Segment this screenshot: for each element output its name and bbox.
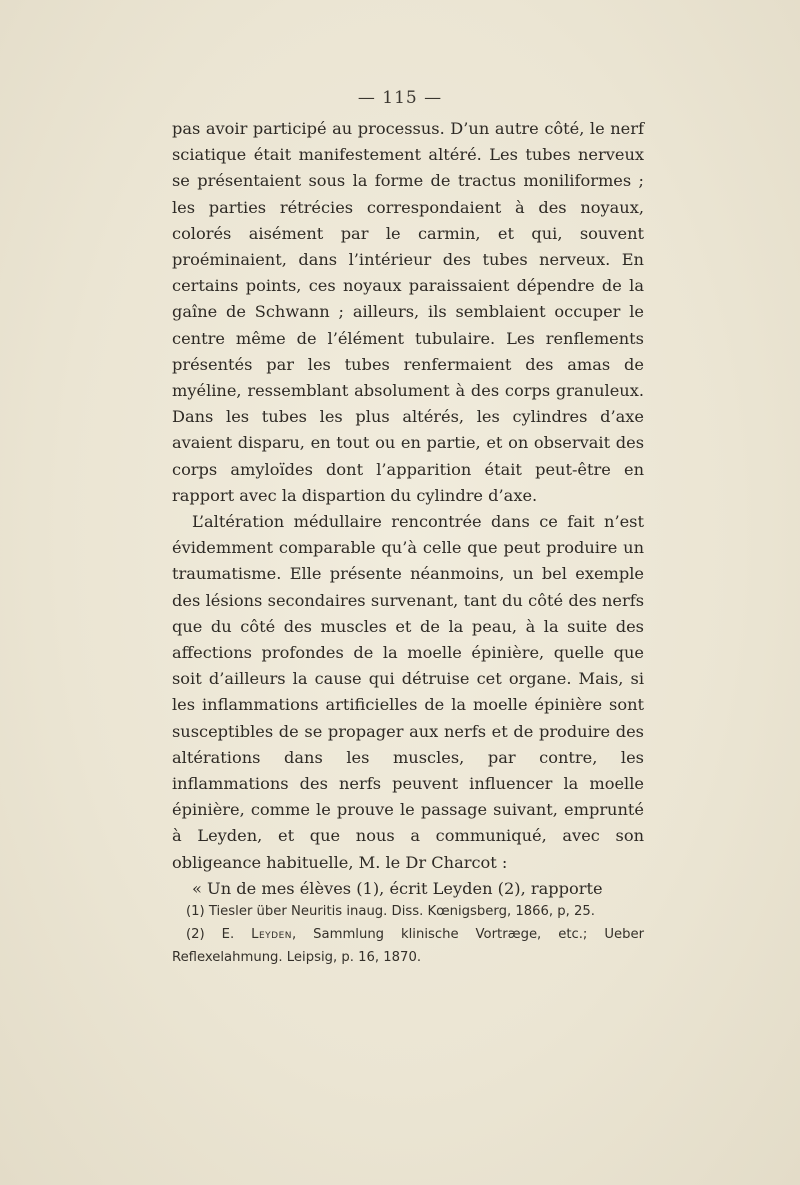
footnote-2-prefix: (2) E.	[186, 927, 252, 942]
main-text	[172, 116, 644, 902]
footnote-1: (1) Tiesler über Neuritis inaug. Diss. Kœnigsberg, 1866, p, 25.	[186, 904, 595, 919]
footnote-2-rest: , Sammlung klinische Vortræge, etc.; Ueber Reflexelahmung. Leipsig, p. 16, 1870.	[172, 927, 644, 965]
page-number: — 115 —	[357, 88, 443, 108]
footnotes	[172, 900, 644, 969]
footnote-2	[172, 923, 644, 969]
paragraph-2: L’altération médullaire rencontrée dans ce fait n’est évidemment comparable qu’à celle que peut produire un traumatisme. Elle présente néanmoins, un bel exemple des lésions secondaires survenant, tant du côté des nerfs que du côté des muscles et de la peau, à la suite des affections profondes de la moelle épinière, quelle que soit d’ailleurs la cause qui détruise cet organe. Mais, si les inflammations artificielles de la moelle épinière sont susceptibles de se propager aux nerfs et de produire des altérations dans les muscles, par contre, les inflammations des nerfs peuvent influencer la moelle épinière, comme le prouve le passage suivant, emprunté à Leyden, et que nous a communiqué, avec son obligeance habituelle, M. le Dr Charcot :	[172, 512, 644, 872]
footnote-2-author: Leyden	[251, 927, 293, 942]
paragraph-3: « Un de mes élèves (1), écrit Leyden (2), rapporte	[192, 878, 603, 898]
paragraph-1: pas avoir participé au processus. D’un autre côté, le nerf sciatique était manifestement altéré. Les tubes nerveux se présentaient sous la forme de tractus moniliformes ; les parties rétrécies correspondaient à des noyaux, colorés aisément par le carmin, et qui, souvent proéminaient, dans l’intérieur des tubes nerveux. En certains points, ces noyaux paraissaient dépendre de la gaîne de Schwann ; ailleurs, ils semblaient occuper le centre même de l’élément tubulaire. Les renflements présentés par les tubes renfermaient des amas de myéline, ressemblant absolument à des corps granuleux. Dans les tubes les plus altérés, les cylindres d’axe avaient disparu, en tout ou en partie, et on observait des corps amyloïdes dont l’apparition était peut-être en rapport avec la dispartion du cylindre d’axe.	[172, 119, 644, 505]
